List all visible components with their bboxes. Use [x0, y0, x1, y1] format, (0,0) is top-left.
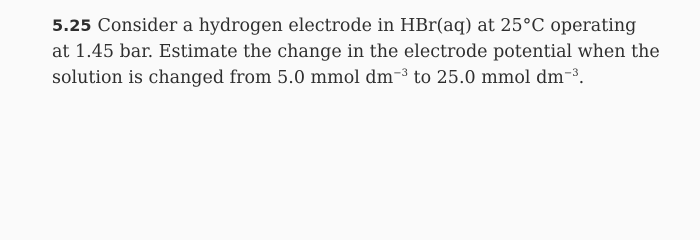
problem-statement	[52, 13, 692, 91]
problem-line-3-part-2: to 25.0 mmol dm	[407, 68, 564, 88]
unit-exponent-2: −3	[563, 68, 579, 79]
problem-number: 5.25	[52, 16, 92, 35]
problem-line-3-part-1: solution is changed from 5.0 mmol dm	[52, 68, 394, 88]
problem-line-1	[52, 13, 692, 39]
sentence-end-period: .	[578, 68, 585, 88]
problem-line-1-text: Consider a hydrogen electrode in HBr(aq) at 25°C operating	[97, 16, 637, 36]
problem-line-2: at 1.45 bar. Estimate the change in the electrode potential when the	[52, 42, 660, 62]
problem-line-3	[52, 65, 692, 91]
unit-exponent-1: −3	[393, 68, 408, 79]
